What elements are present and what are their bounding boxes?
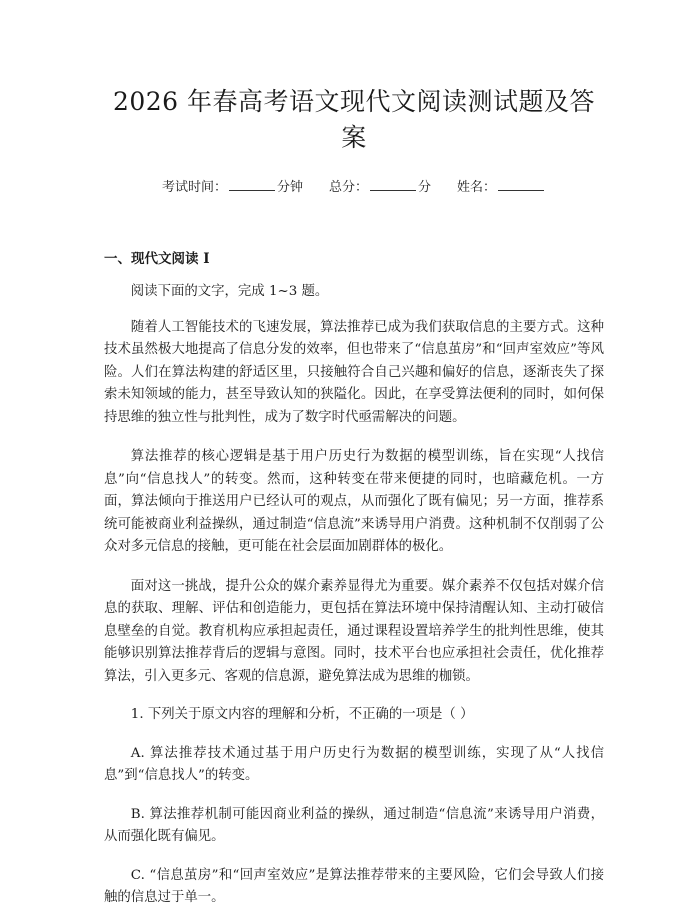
score-label: 总分： [328,180,368,195]
option-b: B. 算法推荐机制可能因商业利益的操纵，通过制造“信息流”来诱导用户消费，从而强化既有偏见。 [104,806,604,844]
option-a: A. 算法推荐技术通过基于用户历史行为数据的模型训练，实现了从“人找信息”到“信息找人”的转变。 [104,745,604,783]
time-blank [229,179,275,191]
page-title: 2026 年春高考语文现代文阅读测试题及答案 [112,87,596,152]
score-blank [370,179,416,191]
reading-instruction: 阅读下面的文字，完成 1~3 题。 [130,284,329,299]
score-unit: 分 [418,180,432,195]
passage-paragraph-1: 随着人工智能技术的飞速发展，算法推荐已成为我们获取信息的主要方式。这种技术虽然极大地提高了信息分发的效率，但也带来了“信息茧房”和“回声室效应”等风险。人们在算法构建的舒适区里，只接触符合自己兴趣和偏好的信息，逐渐丧失了探索未知领域的能力，甚至导致认知的狭隘化。因此，在享受算法便利的同时，如何保持思维的独立性与批判性，成为了数字时代亟需解决的问题。 [104,319,604,425]
option-c: C. “信息茧房”和“回声室效应”是算法推荐带来的主要风险，它们会导致人们接触的信息过于单一。 [104,867,604,905]
passage-paragraph-2: 算法推荐的核心逻辑是基于用户历史行为数据的模型训练，旨在实现“人找信息”向“信息找人”的转变。然而，这种转变在带来便捷的同时，也暗藏危机。一方面，算法倾向于推送用户已经认可的观点，从而强化了既有偏见；另一方面，推荐系统可能被商业利益操纵，通过制造“信息流”来诱导用户消费。这种机制不仅削弱了公众对多元信息的接触，更可能在社会层面加剧群体的极化。 [104,449,604,554]
time-label: 考试时间： [161,180,227,195]
question-1: 1. 下列关于原文内容的理解和分析，不正确的一项是（ ） [130,707,474,722]
section-heading: 一、现代文阅读 I [104,251,210,267]
name-label: 姓名： [457,180,497,195]
passage-paragraph-3: 面对这一挑战，提升公众的媒介素养显得尤为重要。媒介素养不仅包括对媒介信息的获取、理解、评估和创造能力，更包括在算法环境中保持清醒认知、主动打破信息壁垒的自觉。教育机构应承担起责任，通过课程设置培养学生的批判性思维，使其能够识别算法推荐背后的逻辑与意图。同时，技术平台也应承担社会责任，优化推荐算法，引入更多元、客观的信息源，避免算法成为思维的枷锁。 [104,578,604,684]
exam-meta [104,176,604,195]
name-blank [498,179,544,191]
time-unit: 分钟 [276,180,303,195]
